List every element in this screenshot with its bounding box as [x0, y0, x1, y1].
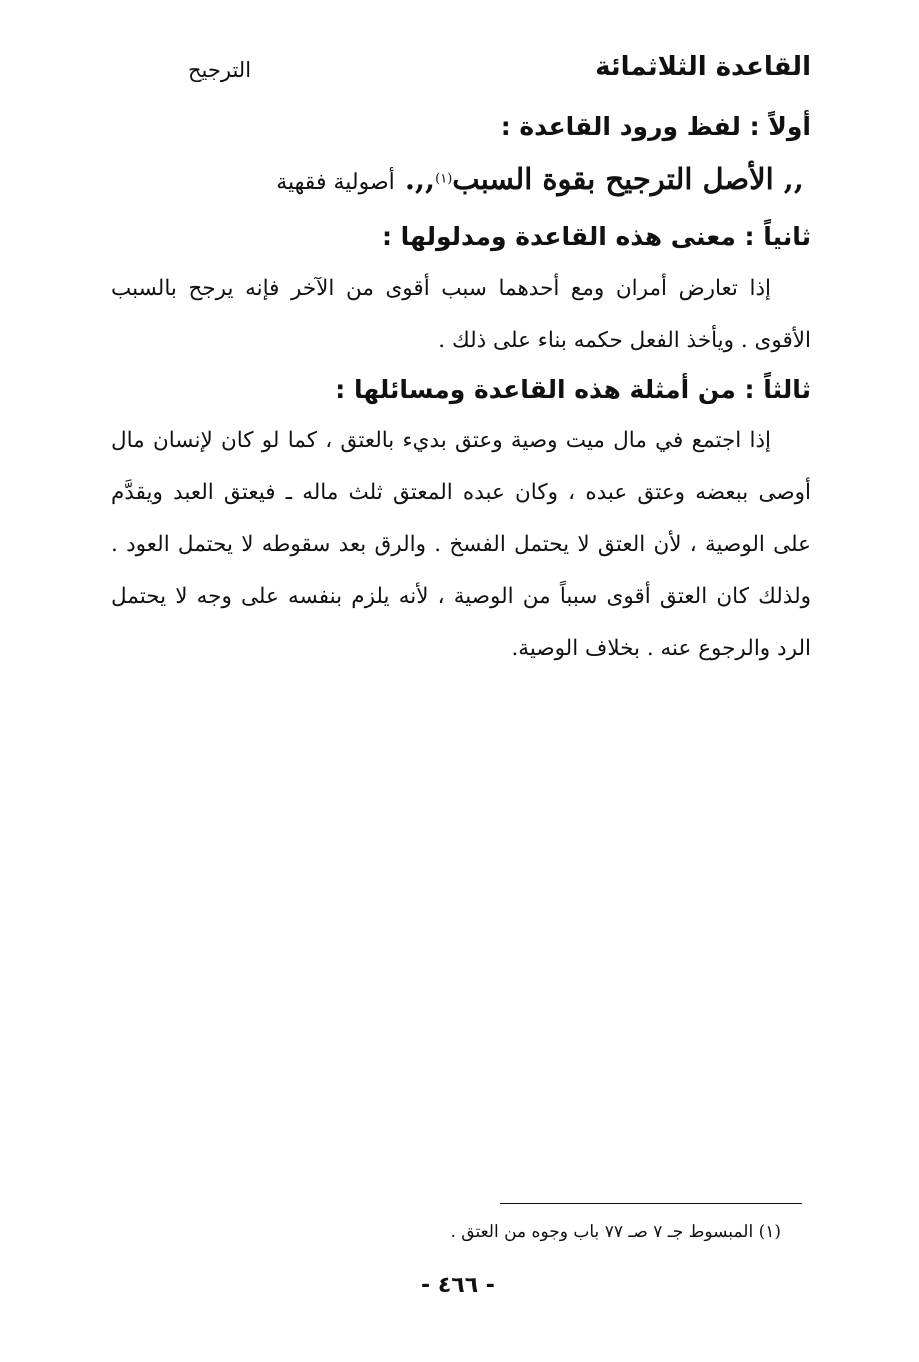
footnote: (١) المبسوط جـ ٧ صـ ٧٧ باب وجوه من العتق .: [450, 1222, 781, 1242]
rule-open-quote: ,,: [773, 162, 804, 196]
section-heading-wording: أولاً : لفظ ورود القاعدة :: [500, 112, 811, 141]
meaning-paragraph: [111, 263, 811, 367]
rule-classification: أصولية فقهية: [276, 170, 395, 195]
topic-label: الترجيح: [188, 58, 252, 82]
rule-title: القاعدة الثلاثمائة: [595, 52, 811, 82]
rule-close-quote: ,,.: [394, 162, 436, 196]
section-heading-meaning: ثانياً : معنى هذه القاعدة ومدلولها :: [381, 222, 811, 251]
footnote-ref: (١): [435, 171, 453, 187]
footnote-separator: [500, 1203, 802, 1204]
section-heading-examples: ثالثاً : من أمثلة هذه القاعدة ومسائلها :: [335, 375, 811, 404]
meaning-text: إذا تعارض أمران ومع أحدهما سبب أقوى من الآخر فإنه يرجح بالسبب الأقوى . ويأخذ الفعل حكمه بناء على ذلك .: [111, 276, 811, 353]
rule-text: الأصل الترجيح بقوة السبب: [452, 162, 774, 196]
rule-statement: [276, 162, 804, 196]
examples-text: إذا اجتمع في مال ميت وصية وعتق بديء بالعتق ، كما لو كان لإنسان مال أوصى ببعضه وعتق عبده ، وكان عبده المعتق ثلث ماله ـ فيعتق العبد ويقدَّم على الوصية ، لأن العتق لا يحتمل الفسخ . والرق بعد سقوطه لا يحتمل العود . ولذلك كان العتق أقوى سبباً من الوصية ، لأنه يلزم بنفسه على وجه لا يحتمل الرد والرجوع عنه . بخلاف الوصية.: [111, 428, 811, 661]
page-number: - ٤٦٦ -: [421, 1273, 495, 1298]
examples-paragraph: [111, 415, 811, 675]
